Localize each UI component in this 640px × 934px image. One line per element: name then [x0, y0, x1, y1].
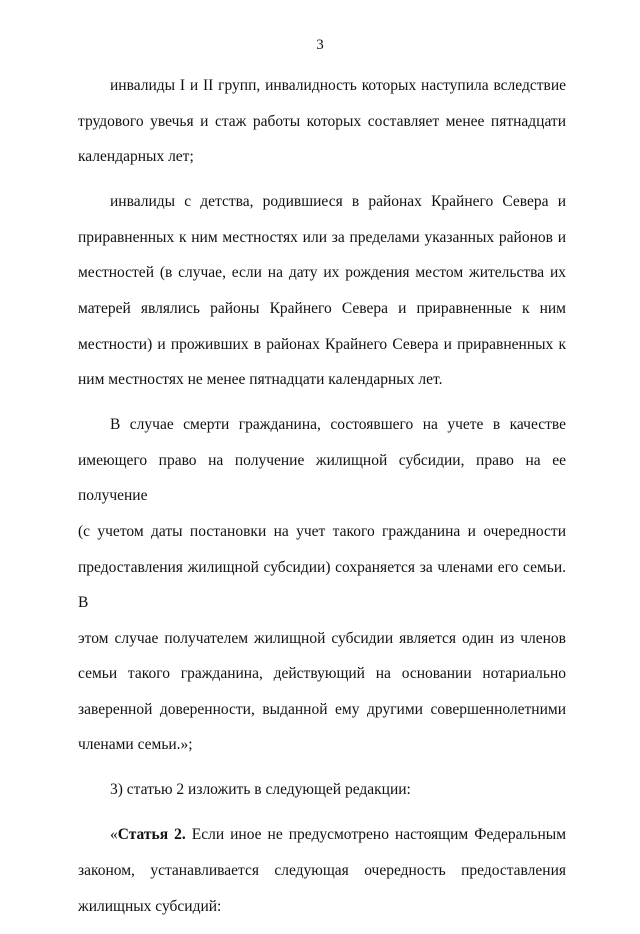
article-first-line-text: Если иное не предусмотрено настоящим Федеральным: [185, 826, 566, 844]
paragraph-article-2: [78, 817, 566, 924]
text-line: ним местностях не менее пятнадцати календарных лет.: [78, 371, 443, 389]
text-line: законом, устанавливается следующая очередность предоставления: [78, 862, 566, 880]
text-line: инвалиды с детства, родившиеся в районах Крайнего Севера и: [110, 193, 566, 211]
document-body: [78, 68, 566, 934]
text-line: (с учетом даты постановки на учет такого гражданина и очередности: [78, 522, 566, 540]
text-line: трудового увечья и стаж работы которых составляет менее пятнадцати: [78, 112, 566, 130]
text-line: местности) и проживших в районах Крайнего Севера и приравненных к: [78, 335, 566, 353]
text-line: имеющего право на получение жилищной субсидии, право на ее получение: [78, 451, 566, 505]
text-line: матерей являлись районы Крайнего Севера и приравненные к ним: [78, 299, 566, 317]
text-line: предоставления жилищной субсидии) сохраняется за членами его семьи. В: [78, 558, 566, 612]
open-quote: «: [110, 826, 118, 844]
text-line: жилищных субсидий:: [78, 897, 222, 915]
text-line: инвалиды I и II групп, инвалидность которых наступила вследствие: [110, 77, 566, 94]
text-line: В случае смерти гражданина, состоявшего на учете в качестве: [110, 416, 566, 434]
page-number: 3: [316, 37, 324, 53]
paragraph-death-of-citizen: [78, 407, 566, 763]
paragraph-amendment-item: [78, 772, 566, 808]
text-line: 3) статью 2 изложить в следующей редакции:: [110, 781, 411, 799]
article-label: Статья 2.: [117, 826, 186, 844]
paragraph-disabled-groups: [78, 68, 566, 175]
text-line: местностей (в случае, если на дату их рождения местом жительства их: [78, 264, 566, 282]
text-line: приравненных к ним местностях или за пределами указанных районов и: [78, 228, 566, 246]
text-line: этом случае получателем жилищной субсидии является один из членов: [78, 629, 566, 647]
text-line: семьи такого гражданина, действующий на основании нотариально: [78, 665, 566, 683]
text-line: календарных лет;: [78, 148, 194, 166]
paragraph-disabled-from-childhood: [78, 184, 566, 398]
article-first-line: [78, 817, 566, 853]
text-line: членами семьи.»;: [78, 736, 193, 754]
text-line: заверенной доверенности, выданной ему другими совершеннолетними: [78, 700, 566, 718]
